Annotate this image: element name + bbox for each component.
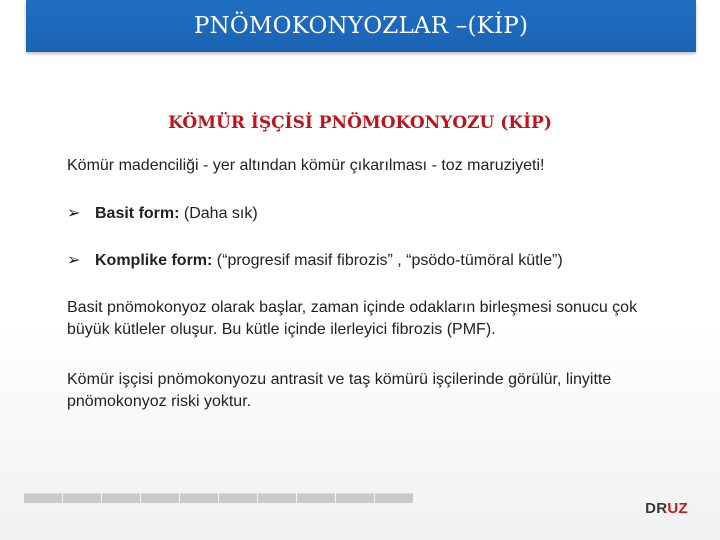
- bullet-label: Basit form:: [95, 205, 180, 222]
- paragraph-2: Kömür işçisi pnömokonyozu antrasit ve taş kömürü işçilerinde görülür, linyitte pnömokonyoz riski yoktur.: [67, 371, 612, 410]
- footer-decoration: [24, 493, 413, 503]
- intro-text: Kömür madenciliği - yer altından kömür çıkarılması - toz maruziyeti!: [67, 157, 545, 174]
- bullet-label: Komplike form:: [95, 252, 213, 269]
- bullet-text: (“progresif masif fibrozis” , “psödo-tümöral kütle”): [212, 252, 563, 269]
- bullet-item: [67, 203, 258, 225]
- paragraph-1: Basit pnömokonyoz olarak başlar, zaman içinde odakların birleşmesi sonucu çok büyük kütleler oluşur. Bu kütle içinde ilerleyici fibrozis (PMF).: [67, 299, 638, 338]
- druz-logo: DRUZ: [645, 500, 688, 517]
- title-bar: [26, 0, 696, 52]
- arrow-bullet-icon: ➢: [67, 252, 81, 269]
- slide-title: PNÖMOKONYOZLAR –(KİP): [193, 13, 529, 39]
- arrow-bullet-icon: ➢: [67, 205, 81, 222]
- bullet-item: [67, 250, 563, 272]
- slide-subtitle: KÖMÜR İŞÇİSİ PNÖMOKONYOZU (KİP): [168, 113, 552, 133]
- bullet-text: (Daha sık): [179, 205, 258, 222]
